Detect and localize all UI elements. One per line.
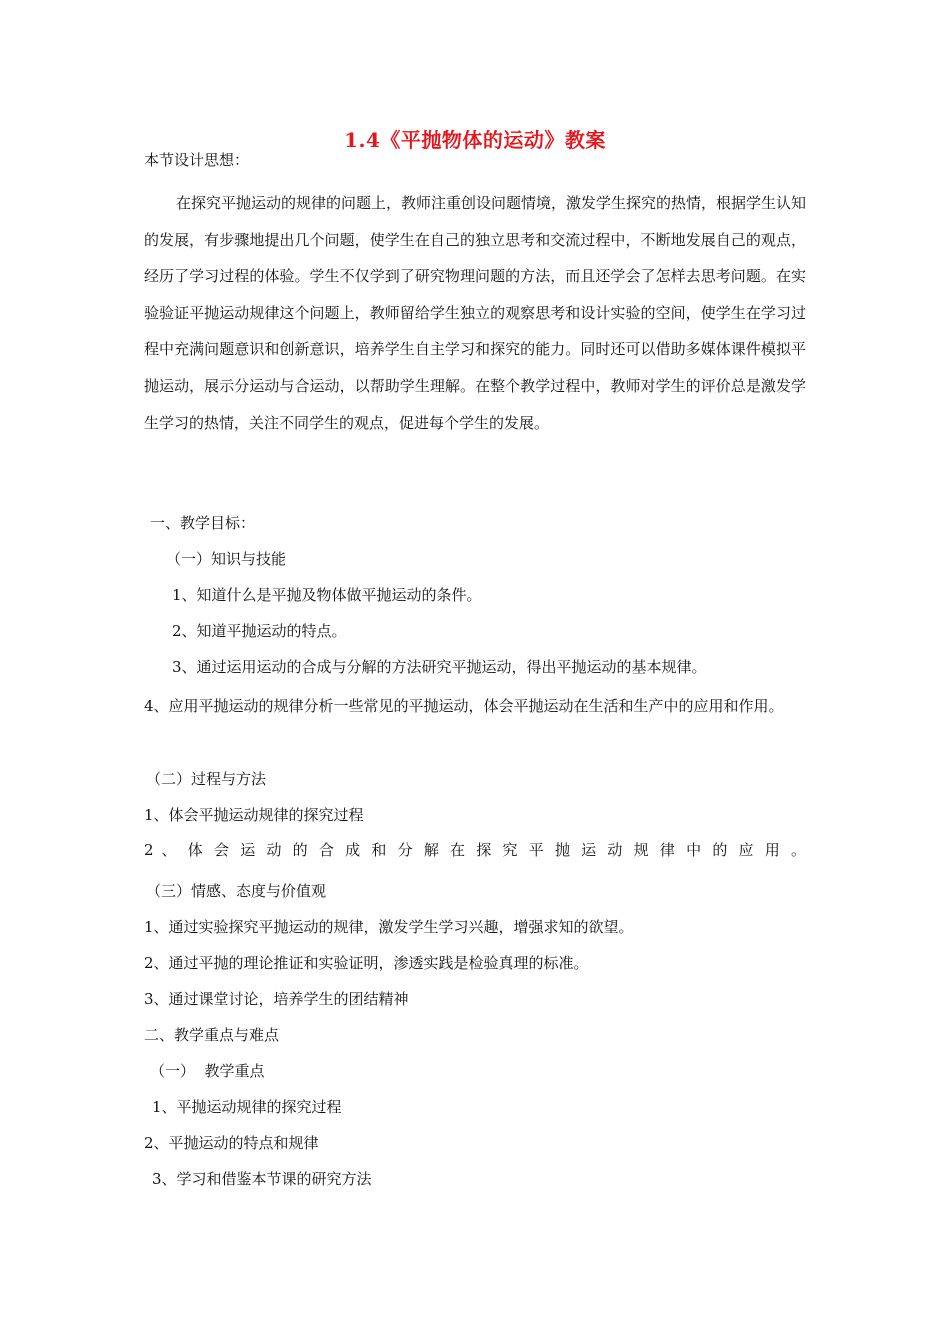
goals-heading: 一、教学目标： (150, 514, 256, 532)
keypoints-item-3: 3、学习和借鉴本节课的研究方法 (152, 1170, 372, 1188)
process-item-2: 2 、 体 会 运 动 的 合 成 和 分 解 在 探 究 平 抛 运 动 规 律 中 的 应 用 。 (144, 841, 806, 859)
emotion-item-1: 1、通过实验探究平抛运动的规律，激发学生学习兴趣，增强求知的欲望。 (144, 918, 634, 936)
keypoints-item-1: 1、平抛运动规律的探究过程 (152, 1098, 342, 1116)
design-paragraph: 在探究平抛运动的规律的问题上，教师注重创设问题情境，激发学生探究的热情，根据学生认知的发展，有步骤地提出几个问题，使学生在自己的独立思考和交流过程中，不断地发展自己的观点，经历了学习过程的体验。学生不仅学到了研究物理问题的方法，而且还学会了怎样去思考问题。在实验验证平抛运动规律这个问题上，教师留给学生独立的观察思考和设计实验的空间，使学生在学习过程中充满问题意识和创新意识，培养学生自主学习和探究的能力。同时还可以借助多媒体课件模拟平抛运动，展示分运动与合运动，以帮助学生理解。在整个教学过程中，教师对学生的评价总是激发学生学习的热情，关注不同学生的观点，促进每个学生的发展。 (144, 194, 807, 432)
emotion-item-2: 2、通过平抛的理论推证和实验证明，渗透实践是检验真理的标准。 (144, 954, 589, 972)
keypoints-sub-heading: （一） 教学重点 (150, 1062, 265, 1080)
knowledge-item-4: 4、应用平抛运动的规律分析一些常见的平抛运动，体会平抛运动在生活和生产中的应用和作用。 (144, 697, 784, 715)
knowledge-heading: （一）知识与技能 (166, 550, 287, 568)
keypoints-item-2: 2、平抛运动的特点和规律 (144, 1134, 319, 1152)
emotion-heading: （三）情感、态度与价值观 (146, 882, 327, 900)
emotion-item-3: 3、通过课堂讨论，培养学生的团结精神 (144, 990, 409, 1008)
process-item-1: 1、体会平抛运动规律的探究过程 (144, 806, 364, 824)
keypoints-heading: 二、教学重点与难点 (144, 1026, 280, 1044)
knowledge-item-2: 2、知道平抛运动的特点。 (172, 622, 347, 640)
knowledge-item-3: 3、通过运用运动的合成与分解的方法研究平抛运动，得出平抛运动的基本规律。 (172, 658, 707, 676)
process-heading: （二）过程与方法 (146, 770, 267, 788)
design-heading: 本节设计思想： (144, 151, 250, 169)
knowledge-item-1: 1、知道什么是平抛及物体做平抛运动的条件。 (172, 586, 482, 604)
document-title: 1.4《平抛物体的运动》教案 (344, 128, 606, 152)
